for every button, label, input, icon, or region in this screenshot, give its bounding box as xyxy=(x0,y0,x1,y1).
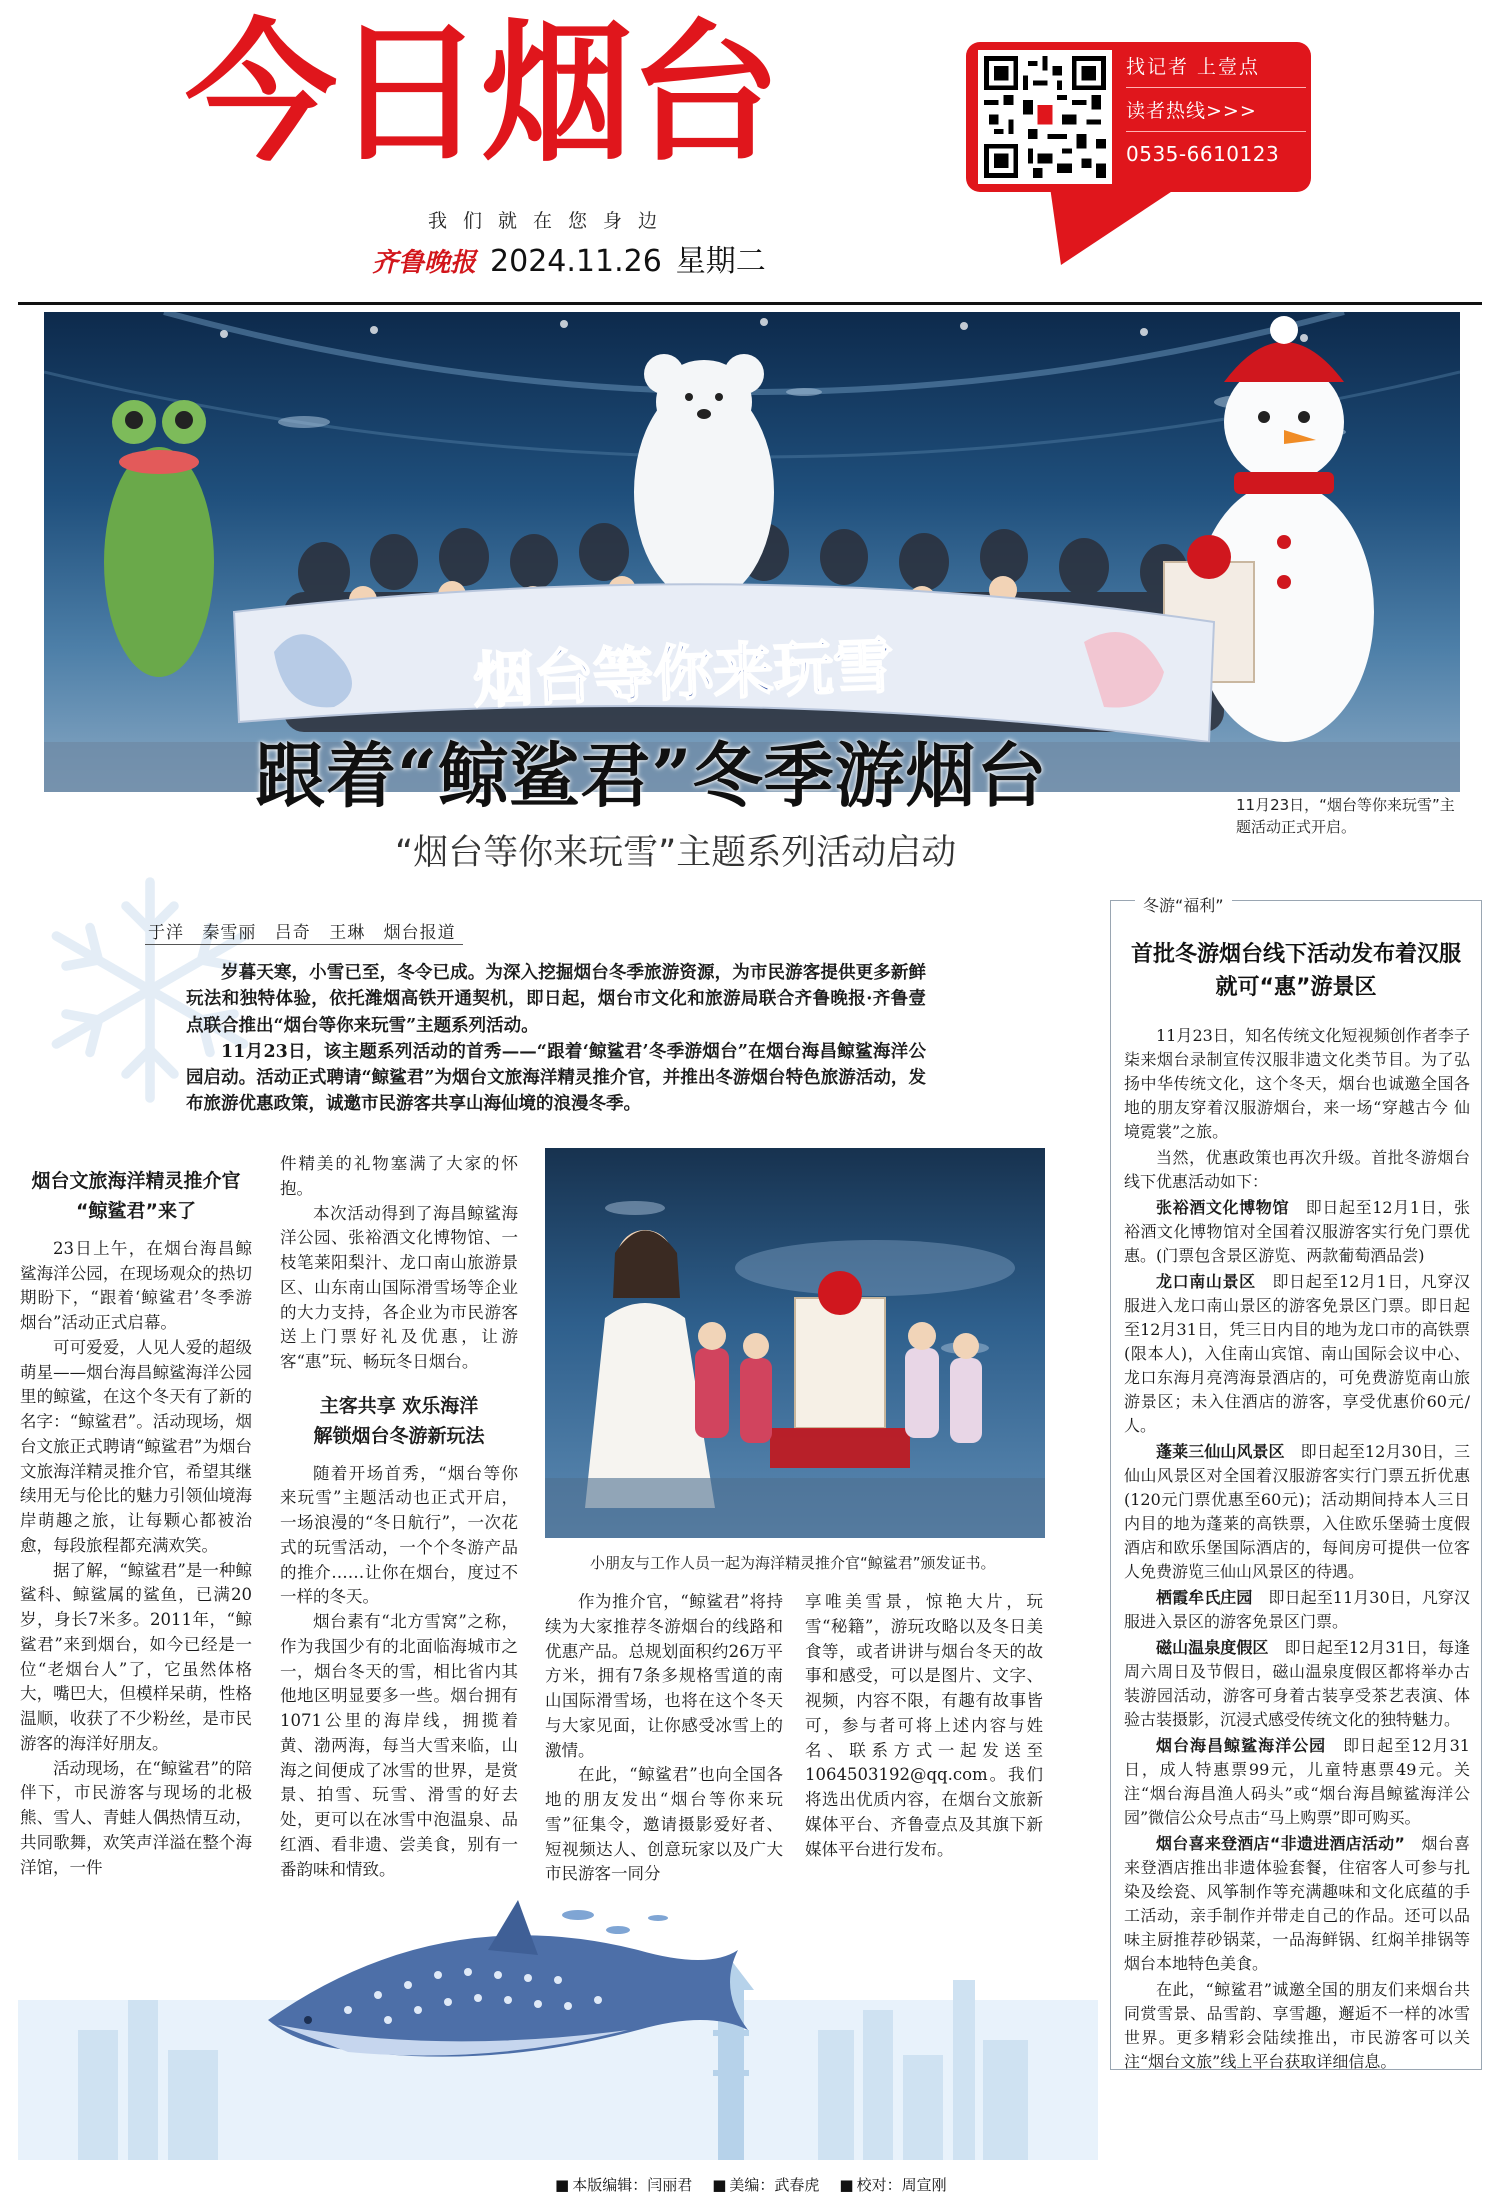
sidebar-paragraph: 11月23日，知名传统文化短视频创作者李子柒来烟台录制宣传汉服非遗文化类节目。为了弘扬中华传统文化，这个冬天，烟台也诚邀全国各地的朋友穿着汉服游烟台，来一场“穿越古今 仙境霓裳”之旅。 xyxy=(1124,1026,1470,1141)
offer-text: 即日起至12月31日，每逢周六周日及节假日，磁山温泉度假区都将举办古装游园活动，游客可身着古装享受茶艺表演、体验古装摄影，沉浸式感受传统文化的独特魅力。 xyxy=(1124,1638,1470,1729)
offer-item xyxy=(1124,1832,1470,1976)
offer-venue: 龙口南山景区 xyxy=(1156,1272,1256,1291)
credit-designer: ■ 美编：武春虎 xyxy=(712,2174,819,2195)
article-column-4 xyxy=(805,1590,1043,1862)
subheadline: “烟台等你来玩雪”主题系列活动启动 xyxy=(395,833,957,873)
offer-item xyxy=(1124,1586,1470,1634)
newspaper-title: 今日烟台 xyxy=(185,5,777,182)
inset-photo-caption: 小朋友与工作人员一起为海洋精灵推介官“鲸鲨君”颁发证书。 xyxy=(590,1554,996,1572)
dateline xyxy=(372,236,766,280)
section-heading-line: 主客共享 欢乐海洋 xyxy=(319,1394,479,1417)
section-heading-line: 烟台文旅海洋精灵推介官 xyxy=(31,1170,241,1192)
qr-code-icon[interactable] xyxy=(978,50,1112,184)
body-paragraph: 件精美的礼物塞满了大家的怀抱。 xyxy=(280,1154,518,1198)
offer-venue: 烟台海昌鲸鲨海洋公园 xyxy=(1156,1736,1327,1755)
byline-rule xyxy=(145,944,463,945)
offer-text: 即日起至12月1日，凡穿汉服进入龙口南山景区的游客免景区门票。即日起至12月31日，凭三日内目的地为龙口市的高铁票(限本人)，入住南山宾馆、南山国际会议中心、龙口东海月亮湾海景酒店的，可免费游览南山旅游景区；未入住酒店的游客，享受优惠价60元/人。 xyxy=(1124,1272,1470,1435)
reader-hotline-label: 读者热线>>> xyxy=(1126,88,1306,132)
lead-paragraph: 11月23日，该主题系列活动的首秀——“跟着‘鲸鲨君’冬季游烟台”在烟台海昌鲸鲨海洋公园启动。活动正式聘请“鲸鲨君”为烟台文旅海洋精灵推介官，并推出冬游烟台特色旅游活动，发布旅游优惠政策，诚邀市民游客共享山海仙境的浪漫冬季。 xyxy=(186,1041,926,1115)
hero-photo-caption: 11月23日，“烟台等你来玩雪”主题活动正式开启。 xyxy=(1236,796,1455,836)
article-column-3 xyxy=(545,1590,783,1887)
headline: 跟着“鲸鲨君”冬季游烟台 xyxy=(255,734,1048,817)
section-heading-line: “鲸鲨君”来了 xyxy=(76,1200,196,1223)
sidebar-paragraph: 在此，“鲸鲨君”诚邀全国的朋友们来烟台共同赏雪景、品雪韵、享雪趣，邂逅不一样的冰雪世界。更多精彩会陆续推出，市民游客可以关注“烟台文旅”线上平台获取详细信息。 xyxy=(1124,1980,1470,2071)
sidebar-tag: 冬游“福利” xyxy=(1135,893,1232,916)
hero-banner-text: 烟台等你来玩雪 xyxy=(472,631,895,717)
masthead-slogan: 我们就在您身边 xyxy=(428,210,674,232)
offer-text: 即日起至11月30日，凡穿汉服进入景区的游客免景区门票。 xyxy=(1124,1588,1470,1631)
offer-venue: 烟台喜来登酒店“非遗进酒店活动” xyxy=(1156,1834,1405,1853)
page-credits xyxy=(555,2174,947,2195)
section-heading xyxy=(280,1391,518,1452)
offer-item xyxy=(1124,1636,1470,1732)
offer-text: 即日起至12月31日，成人特惠票99元，儿童特惠票49元。关注“烟台海昌渔人码头”或“烟台海昌鲸鲨海洋公园”微信公众号点击“马上购票”即可购买。 xyxy=(1124,1736,1470,1827)
hotline-text xyxy=(1126,52,1306,166)
find-reporter-label: 找记者 上壹点 xyxy=(1126,52,1306,88)
whale-shark-illustration xyxy=(18,1880,1098,2160)
offer-text: 即日起至12月1日，张裕酒文化博物馆对全国着汉服游客实行免门票优惠。(门票包含景区游览、两款葡萄酒品尝) xyxy=(1124,1198,1470,1265)
offer-item xyxy=(1124,1270,1470,1438)
masthead xyxy=(0,0,1500,300)
issue-date: 2024.11.26 xyxy=(490,244,662,279)
offer-item xyxy=(1124,1440,1470,1584)
body-paragraph: 活动现场，在“鲸鲨君”的陪伴下，市民游客与现场的北极熊、雪人、青蛙人偶热情互动，共同歌舞，欢笑声洋溢在整个海洋馆，一件 xyxy=(20,1758,252,1877)
lead-paragraph: 岁暮天寒，小雪已至，冬令已成。为深入挖掘烟台冬季旅游资源，为市民游客提供更多新鲜玩法和独特体验，依托潍烟高铁开通契机，即日起，烟台市文化和旅游局联合齐鲁晚报·齐鲁壹点联合推出“烟台等你来玩雪”主题系列活动。 xyxy=(186,963,926,1036)
sidebar-body xyxy=(1124,1024,1470,2076)
body-paragraph: 本次活动得到了海昌鲸鲨海洋公园、张裕酒文化博物馆、一枝笔莱阳梨汁、龙口南山旅游景区、山东南山国际滑雪场等企业的大力支持，各企业为市民游客送上门票好礼及优惠，让游客“惠”玩、畅玩冬日烟台。 xyxy=(280,1203,518,1371)
credit-proofreader: ■ 校对：周宣刚 xyxy=(839,2174,946,2195)
body-paragraph: 随着开场首秀，“烟台等你来玩雪”主题活动也正式开启，一场浪漫的“冬日航行”，一次花式的玩雪活动，一个个冬游产品的推介……让你在烟台，度过不一样的冬天。 xyxy=(280,1463,518,1607)
hotline-bubble-tail xyxy=(1031,180,1189,265)
inset-photo xyxy=(545,1148,1045,1538)
body-paragraph: 据了解，“鲸鲨君”是一种鲸鲨科、鲸鲨属的鲨鱼，已满20岁，身长7米多。2011年，“鲸鲨君”来到烟台，如今已经是一位“老烟台人”了，它虽然体格大，嘴巴大，但模样呆萌，性格温顺，收获了不少粉丝，是市民游客的海洋好朋友。 xyxy=(20,1560,252,1753)
article-column-1 xyxy=(20,1160,252,1880)
offer-item xyxy=(1124,1196,1470,1268)
masthead-divider xyxy=(18,302,1482,305)
paper-name: 齐鲁晚报 xyxy=(372,248,477,278)
offer-text: 烟台喜来登酒店推出非遗体验套餐，住宿客人可参与扎染及绘瓷、风筝制作等充满趣味和文化底蕴的手工活动，亲手制作并带走自己的作品。还可以品味主厨推荐砂锅菜，一品海鲜锅、红焖羊排锅等烟台本地特色美食。 xyxy=(1124,1834,1470,1973)
body-paragraph: 作为推介官，“鲸鲨君”将持续为大家推荐冬游烟台的线路和优惠产品。总规划面积约26万平方米，拥有7条多规格雪道的南山国际滑雪场，也将在这个冬天与大家见面，让你感受冰雪上的激情。 xyxy=(545,1592,783,1760)
offer-item xyxy=(1124,1734,1470,1830)
body-paragraph: 可可爱爱，人见人爱的超级萌星——烟台海昌鲸鲨海洋公园里的鲸鲨，在这个冬天有了新的名字：“鲸鲨君”。活动现场，烟台文旅正式聘请“鲸鲨君”为烟台文旅海洋精灵推介官，希望其继续用无与伦比的魅力引领仙境海岸萌趣之旅，让每颗心都被治愈，每段旅程都充满欢笑。 xyxy=(20,1337,252,1555)
article-lead xyxy=(186,960,926,1118)
article-column-2 xyxy=(280,1152,518,1882)
sidebar-title: 首批冬游烟台线下活动发布着汉服就可“惠”游景区 xyxy=(1130,942,1461,1000)
body-paragraph: 在此，“鲸鲨君”也向全国各地的朋友发出“烟台等你来玩雪”征集令，邀请摄影爱好者、短视频达人、创意玩家以及广大市民游客一同分 xyxy=(545,1765,783,1884)
section-heading xyxy=(20,1166,252,1227)
article-byline: 于洋 秦雪丽 吕奇 王琳 烟台报道 xyxy=(148,923,456,943)
section-heading-line: 解锁烟台冬游新玩法 xyxy=(313,1425,485,1448)
body-paragraph: 23日上午，在烟台海昌鲸鲨海洋公园，在现场观众的热切期盼下，“跟着‘鲸鲨君’冬季游烟台”活动正式启幕。 xyxy=(20,1238,252,1333)
credit-editor: ■ 本版编辑：闫丽君 xyxy=(555,2174,692,2195)
body-paragraph: 烟台素有“北方雪窝”之称，作为我国少有的北面临海城市之一，烟台冬天的雪，相比省内其他地区明显要多一些。烟台拥有1071公里的海岸线，拥揽着黄、渤两海，每当大雪来临，山海之间便成了冰雪的世界，是赏景、拍雪、玩雪、滑雪的好去处，更可以在冰雪中泡温泉、品红酒、看非遗、尝美食，别有一番韵味和情致。 xyxy=(280,1612,518,1879)
body-paragraph: 享唯美雪景，惊艳大片，玩雪“秘籍”，游玩攻略以及冬日美食等，或者讲讲与烟台冬天的故事和感受，可以是图片、文字、视频，内容不限，有趣有故事皆可，参与者可将上述内容与姓名、联系方式一起发送至1064503192@qq.com。我们将选出优质内容，在烟台文旅新媒体平台、齐鲁壹点及其旗下新媒体平台进行发布。 xyxy=(805,1592,1043,1859)
offer-venue: 磁山温泉度假区 xyxy=(1156,1638,1269,1657)
offer-venue: 张裕酒文化博物馆 xyxy=(1156,1198,1290,1217)
hotline-phone[interactable]: 0535-6610123 xyxy=(1126,142,1280,166)
offer-text: 即日起至12月30日，三仙山风景区对全国着汉服游客实行门票五折优惠(120元门票优惠至60元)；活动期间持本人三日内目的地为蓬莱的高铁票，入住欧乐堡骑士度假酒店和欧乐堡国际酒店的，每间房可提供一位客人免费游览三仙山风景区的待遇。 xyxy=(1124,1442,1470,1581)
sidebar-paragraph: 当然，优惠政策也再次升级。首批冬游烟台线下优惠活动如下： xyxy=(1124,1148,1470,1191)
offer-venue: 蓬莱三仙山风景区 xyxy=(1156,1442,1285,1461)
offer-venue: 栖霞牟氏庄园 xyxy=(1156,1588,1253,1607)
issue-weekday: 星期二 xyxy=(675,244,766,279)
